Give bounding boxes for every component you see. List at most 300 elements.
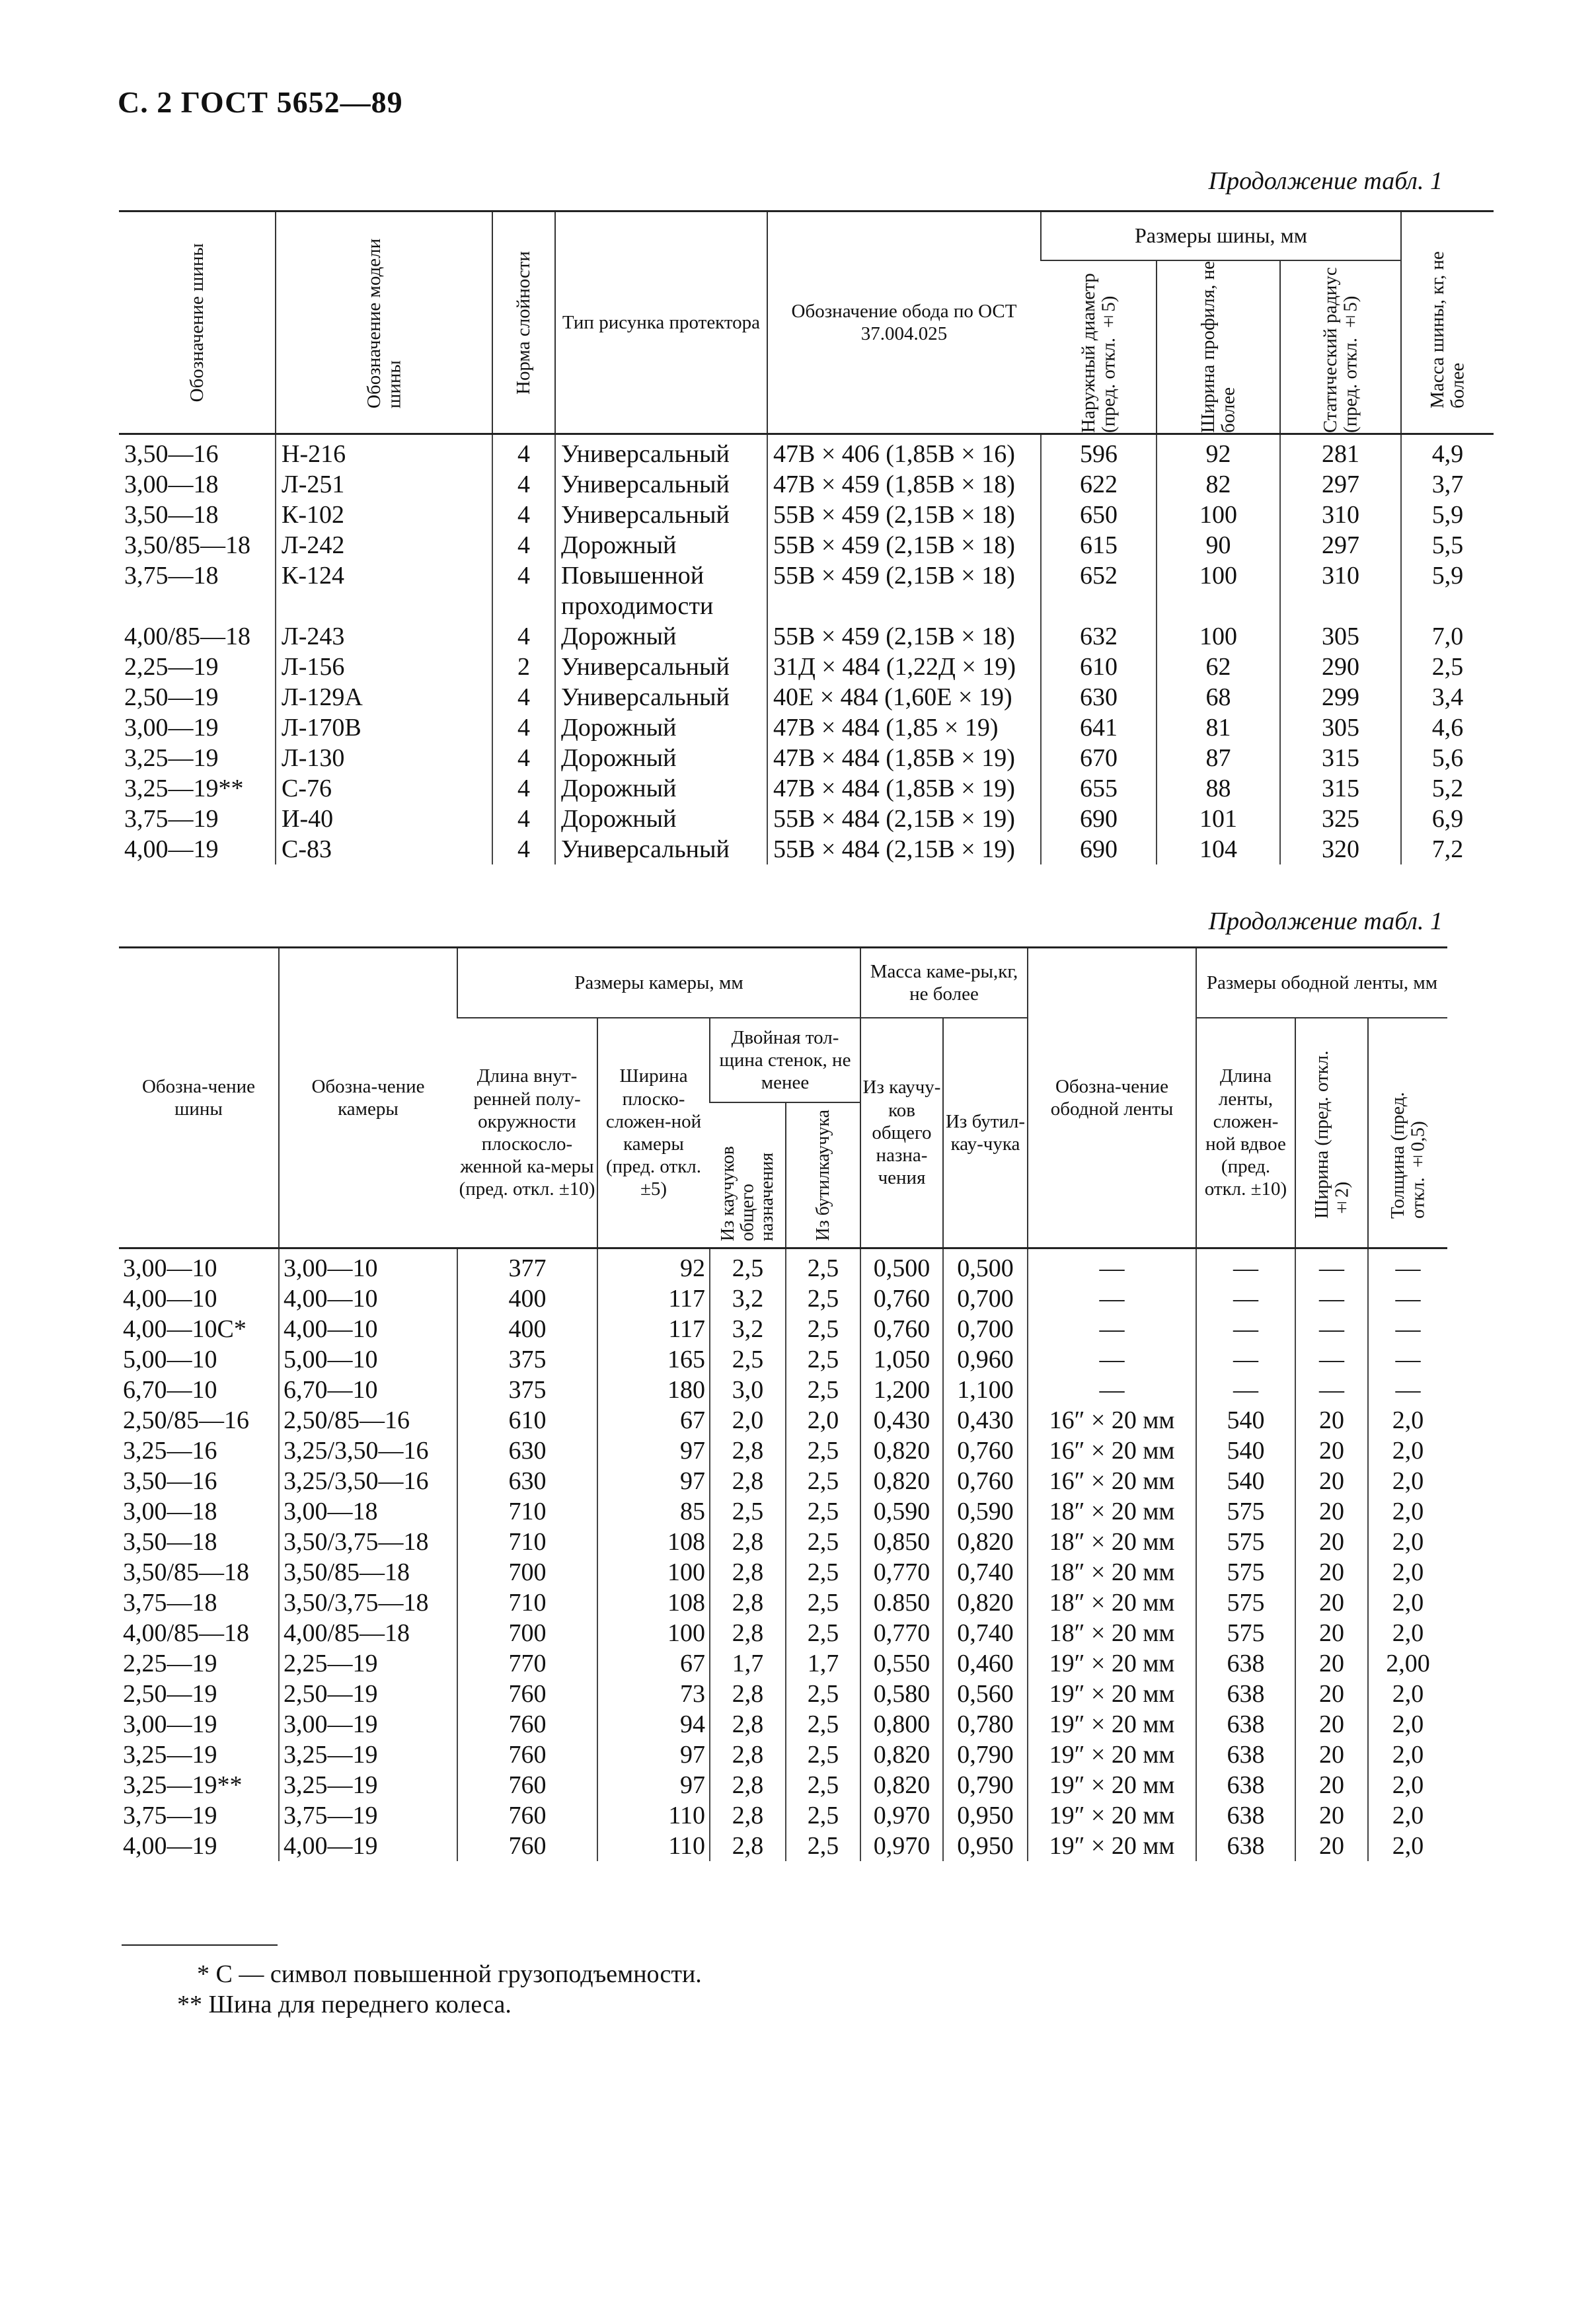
table-cell: — (1368, 1283, 1447, 1314)
table-cell: 19″ × 20 мм (1028, 1740, 1196, 1770)
table-cell: 0,820 (943, 1527, 1028, 1557)
table-cell: 100 (1157, 560, 1280, 591)
table-cell: 104 (1157, 834, 1280, 864)
table-cell: 4,00/85—18 (124, 623, 251, 650)
table-cell: 652 (1041, 560, 1157, 591)
table-cell: 0,760 (943, 1466, 1028, 1496)
table-cell: 638 (1196, 1740, 1295, 1770)
table-cell: С-76 (276, 773, 492, 804)
table-cell: 0,580 (860, 1679, 943, 1709)
table-cell: 47В × 484 (1,85В × 19) (767, 773, 1041, 804)
table-cell: 596 (1041, 434, 1157, 470)
table-cell: 0,500 (860, 1248, 943, 1284)
table-cell: 2,0 (786, 1405, 860, 1436)
table-cell: 641 (1041, 712, 1157, 743)
table-cell: 638 (1196, 1800, 1295, 1831)
table-row (119, 591, 1494, 621)
header-tire-model: Обозначение модели шины (276, 211, 492, 434)
table-cell: 2,5 (786, 1314, 860, 1344)
table-cell: 760 (457, 1709, 597, 1740)
table-cell: 0,590 (860, 1496, 943, 1527)
table-cell: 638 (1196, 1648, 1295, 1679)
table-cell: С-83 (276, 834, 492, 864)
header-tire-designation: Обозна-чение шины (119, 948, 279, 1248)
header-flap-width: Ширина (пред. откл. ±2) (1295, 1018, 1368, 1248)
table-cell: Дорожный (555, 773, 767, 804)
table-cell: 4,00/85—18 (123, 1619, 250, 1647)
table-row (119, 1679, 1447, 1709)
table-cell (1401, 591, 1494, 621)
table-cell: 3,25—19 (279, 1740, 457, 1770)
table-cell: 2,8 (710, 1557, 786, 1588)
table-cell: — (1295, 1344, 1368, 1375)
table-cell: 2,5 (786, 1466, 860, 1496)
table-cell: 4 (492, 530, 555, 560)
table-cell: 2,0 (710, 1405, 786, 1436)
table-cell: 108 (597, 1527, 710, 1557)
table-cell: 165 (597, 1344, 710, 1375)
table-cell: Л-170В (276, 712, 492, 743)
table-cell: 670 (1041, 743, 1157, 773)
table-cell: 2,5 (710, 1496, 786, 1527)
table-cell: К-124 (276, 560, 492, 591)
table-cell: 4 (492, 743, 555, 773)
table-cell: — (1028, 1375, 1196, 1405)
table-cell (276, 591, 492, 621)
table-cell: 4 (492, 560, 555, 591)
table-cell: Дорожный (555, 712, 767, 743)
table-cell: — (1028, 1283, 1196, 1314)
table-cell: 4 (492, 773, 555, 804)
table-cell: 2,8 (710, 1618, 786, 1648)
header-flap-designation: Обозна-чение ободной ленты (1028, 948, 1196, 1248)
table-row (119, 773, 1494, 804)
table-cell: 0,790 (943, 1770, 1028, 1800)
table-cell: 2,5 (786, 1527, 860, 1557)
table-cell: 5,9 (1401, 500, 1494, 530)
table-cell: 6,9 (1401, 804, 1494, 834)
table-cell: — (1196, 1375, 1295, 1405)
table-cell: 2,0 (1368, 1831, 1447, 1861)
table-cell: — (1368, 1248, 1447, 1284)
table-cell: 87 (1157, 743, 1280, 773)
table-cell: 16″ × 20 мм (1028, 1466, 1196, 1496)
table-cell: — (1295, 1248, 1368, 1284)
table-row (119, 621, 1494, 652)
table-cell: — (1368, 1344, 1447, 1375)
table-cell: 92 (597, 1248, 710, 1284)
table-cell: 101 (1157, 804, 1280, 834)
table-cell: Л-251 (276, 469, 492, 500)
table-cell: 3,25—19** (123, 1771, 243, 1799)
table-cell: 2,5 (786, 1740, 860, 1770)
table-row (119, 1800, 1447, 1831)
table-cell: 2,0 (1368, 1618, 1447, 1648)
table-cell: 4 (492, 712, 555, 743)
table-row (119, 469, 1494, 500)
table-cell: 2,5 (786, 1496, 860, 1527)
table-cell: 4 (492, 834, 555, 864)
table-cell: 0,700 (943, 1314, 1028, 1344)
table-cell: 3,50/85—18 (123, 1558, 250, 1586)
table-row (119, 712, 1494, 743)
table-cell: 88 (1157, 773, 1280, 804)
table-cell: 638 (1196, 1709, 1295, 1740)
table-cell: 3,00—10 (123, 1254, 217, 1282)
table-cell: 180 (597, 1375, 710, 1405)
table-cell: 2,0 (1368, 1709, 1447, 1740)
table-cell: 0,740 (943, 1557, 1028, 1588)
table-cell: 5,00—10 (279, 1344, 457, 1375)
header-tire-size-group: Размеры шины, мм (1041, 211, 1401, 261)
table-cell: 67 (597, 1405, 710, 1436)
table-cell: — (1295, 1283, 1368, 1314)
table-cell: 20 (1295, 1436, 1368, 1466)
table-cell: 5,2 (1401, 773, 1494, 804)
tire-size-table (119, 210, 1494, 864)
table-cell: 20 (1295, 1466, 1368, 1496)
table-cell: 3,2 (710, 1283, 786, 1314)
table-cell: 2,5 (786, 1375, 860, 1405)
table-cell: 375 (457, 1375, 597, 1405)
table-cell: 0,560 (943, 1679, 1028, 1709)
table-cell (492, 591, 555, 621)
table-cell: — (1028, 1248, 1196, 1284)
table-cell: 1,050 (860, 1344, 943, 1375)
table-cell: 3,75—19 (123, 1802, 217, 1829)
table-cell: 2,5 (786, 1557, 860, 1588)
continuation-label: Продолжение табл. 1 (1208, 167, 1443, 195)
table-cell: Дорожный (555, 621, 767, 652)
table-row (119, 1344, 1447, 1375)
table-row (119, 1405, 1447, 1436)
table-cell: 0,850 (860, 1527, 943, 1557)
table-cell: 19″ × 20 мм (1028, 1709, 1196, 1740)
table-cell: 0,740 (943, 1618, 1028, 1648)
table-cell: 55В × 484 (2,15В × 19) (767, 834, 1041, 864)
table-cell: 20 (1295, 1527, 1368, 1557)
table-cell: 20 (1295, 1557, 1368, 1588)
table-row (119, 1314, 1447, 1344)
table-cell: проходимости (555, 591, 767, 621)
table-cell: 94 (597, 1709, 710, 1740)
table-cell: Дорожный (555, 530, 767, 560)
table-cell: 2,50—19 (279, 1679, 457, 1709)
table-cell: 19″ × 20 мм (1028, 1679, 1196, 1709)
table-cell: 4,00/85—18 (279, 1618, 457, 1648)
table-cell: 85 (597, 1496, 710, 1527)
table-cell: 19″ × 20 мм (1028, 1648, 1196, 1679)
table-cell: И-40 (276, 804, 492, 834)
table-row (119, 1436, 1447, 1466)
table-cell: 2,0 (1368, 1466, 1447, 1496)
table-cell: 7,2 (1401, 834, 1494, 864)
table-cell: 0,820 (860, 1466, 943, 1496)
table-cell: 3,0 (710, 1375, 786, 1405)
table-cell: 2,0 (1368, 1800, 1447, 1831)
table-cell: 540 (1196, 1405, 1295, 1436)
page-header: С. 2 ГОСТ 5652—89 (118, 85, 403, 119)
footnote-2: ** Шина для переднего колеса. (177, 1991, 512, 2018)
table-cell: 305 (1280, 621, 1401, 652)
table-cell: 3,00—18 (123, 1498, 217, 1525)
table-cell: 3,00—19 (124, 714, 219, 742)
table-cell: 55В × 459 (2,15В × 18) (767, 500, 1041, 530)
table-cell: 0,800 (860, 1709, 943, 1740)
table-cell: 2,5 (786, 1800, 860, 1831)
table-row (119, 1588, 1447, 1618)
table-cell: 0.850 (860, 1588, 943, 1618)
table-cell: 18″ × 20 мм (1028, 1588, 1196, 1618)
header-static-radius: Статический радиус (пред. откл. ±5) (1280, 260, 1401, 434)
table-cell: 290 (1280, 652, 1401, 682)
table-cell: 4,9 (1401, 434, 1494, 470)
table-cell: 20 (1295, 1800, 1368, 1831)
table-cell: 2,50/85—16 (123, 1406, 250, 1434)
table-cell: 2 (492, 652, 555, 682)
table-cell: 3,7 (1401, 469, 1494, 500)
table-cell: 110 (597, 1800, 710, 1831)
table-cell: 19″ × 20 мм (1028, 1770, 1196, 1800)
table-cell: 2,25—19 (279, 1648, 457, 1679)
table-cell: 638 (1196, 1831, 1295, 1861)
table-cell: Дорожный (555, 743, 767, 773)
table-cell: 4,00—19 (279, 1831, 457, 1861)
table-cell: 4,00—10 (123, 1285, 217, 1313)
table-cell: 3,00—18 (279, 1496, 457, 1527)
table-cell: Л-243 (276, 621, 492, 652)
table-cell: 4,00—10 (279, 1283, 457, 1314)
table-cell: 20 (1295, 1740, 1368, 1770)
table-cell: 299 (1280, 682, 1401, 712)
table-cell (767, 591, 1041, 621)
table-cell: 0,970 (860, 1800, 943, 1831)
header-tube-size-group: Размеры камеры, мм (457, 948, 860, 1018)
table-row (119, 652, 1494, 682)
table-cell: 377 (457, 1248, 597, 1284)
table-cell: 540 (1196, 1466, 1295, 1496)
header-rim-designation: Обозначение обода по ОСТ 37.004.025 (767, 211, 1041, 434)
table-cell: 281 (1280, 434, 1401, 470)
table-cell: 47В × 484 (1,85В × 19) (767, 743, 1041, 773)
table-row (119, 1648, 1447, 1679)
table-cell: 3,25/3,50—16 (279, 1436, 457, 1466)
tube-and-flap-table (119, 946, 1447, 1861)
table-cell: 690 (1041, 834, 1157, 864)
table-cell: 0,820 (860, 1436, 943, 1466)
table-cell: 3,50/85—18 (279, 1557, 457, 1588)
table-cell: 0,950 (943, 1831, 1028, 1861)
table-cell: 110 (597, 1831, 710, 1861)
table-row (119, 530, 1494, 560)
table-cell: 20 (1295, 1405, 1368, 1436)
table-cell: 55В × 484 (2,15В × 19) (767, 804, 1041, 834)
table-cell: 2,0 (1368, 1496, 1447, 1527)
table-cell: 2,5 (710, 1344, 786, 1375)
table-cell: — (1028, 1344, 1196, 1375)
table-cell: 2,50—19 (123, 1680, 217, 1708)
table-cell: 3,50—18 (123, 1528, 217, 1556)
table-cell: 20 (1295, 1709, 1368, 1740)
table-row (119, 1740, 1447, 1770)
table-cell (119, 591, 276, 621)
table-cell: 690 (1041, 804, 1157, 834)
table-cell: 3,50—18 (124, 501, 219, 529)
table-cell: 760 (457, 1740, 597, 1770)
table-row (119, 1770, 1447, 1800)
table-cell: 710 (457, 1588, 597, 1618)
table-cell: 2,5 (786, 1248, 860, 1284)
table-cell: 0,460 (943, 1648, 1028, 1679)
table-cell: Универсальный (555, 434, 767, 470)
table-cell: 2,0 (1368, 1557, 1447, 1588)
table-cell: — (1196, 1344, 1295, 1375)
table-cell: 5,6 (1401, 743, 1494, 773)
header-tube-half-length: Длина внут-ренней полу-окружности плоскосло-женной ка-меры (пред. откл. ±10) (457, 1018, 597, 1248)
header-tread-pattern: Тип рисунка протектора (555, 211, 767, 434)
table-cell: 40Е × 484 (1,60Е × 19) (767, 682, 1041, 712)
table-cell: 6,70—10 (279, 1375, 457, 1405)
table-cell: 297 (1280, 530, 1401, 560)
table-cell: Л-156 (276, 652, 492, 682)
table-cell: Л-242 (276, 530, 492, 560)
table-cell: 4 (492, 434, 555, 470)
table-cell: 0,550 (860, 1648, 943, 1679)
table-cell: К-102 (276, 500, 492, 530)
table-cell: Повышенной (555, 560, 767, 591)
table-cell: 310 (1280, 560, 1401, 591)
table-cell: 3,50—16 (124, 440, 219, 468)
header-flap-size-group: Размеры ободной ленты, мм (1196, 948, 1447, 1018)
header-mass-general-rubber: Из каучу-ков общего назна-чения (860, 1018, 943, 1248)
table-cell: 2,0 (1368, 1588, 1447, 1618)
table-cell: 3,50/85—18 (124, 531, 251, 559)
table-cell: 1,200 (860, 1375, 943, 1405)
table-cell: 760 (457, 1831, 597, 1861)
table-cell: 760 (457, 1679, 597, 1709)
table-cell: — (1196, 1314, 1295, 1344)
table-cell: 68 (1157, 682, 1280, 712)
header-ply-rating: Норма слойности (492, 211, 555, 434)
table-cell: 3,00—10 (279, 1248, 457, 1284)
table-cell: 100 (1157, 621, 1280, 652)
table-cell: 3,75—19 (124, 805, 219, 833)
table-cell: 2,0 (1368, 1740, 1447, 1770)
table-cell: 62 (1157, 652, 1280, 682)
table-cell: 2,5 (786, 1679, 860, 1709)
table-cell: 0,970 (860, 1831, 943, 1861)
header-wall-general-rubber: Из каучуков общего назначения (710, 1102, 786, 1248)
table-cell: 0,960 (943, 1344, 1028, 1375)
table-cell: 622 (1041, 469, 1157, 500)
table-row (119, 804, 1494, 834)
table-cell: 90 (1157, 530, 1280, 560)
table-cell: 20 (1295, 1618, 1368, 1648)
table-cell: 2,0 (1368, 1770, 1447, 1800)
table-cell: 47В × 406 (1,85В × 16) (767, 434, 1041, 470)
table-row (119, 743, 1494, 773)
table-cell: 3,2 (710, 1314, 786, 1344)
table-row (119, 500, 1494, 530)
table-cell: 2,5 (786, 1588, 860, 1618)
header-mass-butyl-rubber: Из бутил-кау-чука (943, 1018, 1028, 1248)
table-cell: 0,500 (943, 1248, 1028, 1284)
table-cell: 3,25—19 (123, 1741, 217, 1769)
header-flap-length: Длина ленты, сложен-ной вдвое (пред. откл. ±10) (1196, 1018, 1295, 1248)
table-cell: 0,590 (943, 1496, 1028, 1527)
table-cell: 100 (597, 1618, 710, 1648)
table-row (119, 1557, 1447, 1588)
table-cell: 760 (457, 1770, 597, 1800)
header-tire-mass: Масса шины, кг, не более (1401, 211, 1494, 434)
table-cell: 3,50/3,75—18 (279, 1588, 457, 1618)
table-cell: 2,8 (710, 1770, 786, 1800)
table-cell: 2,8 (710, 1800, 786, 1831)
table-cell: 3,25/3,50—16 (279, 1466, 457, 1496)
table-cell: 31Д × 484 (1,22Д × 19) (767, 652, 1041, 682)
table-cell: 2,0 (1368, 1527, 1447, 1557)
table-cell: 710 (457, 1496, 597, 1527)
header-outer-diameter: Наружный диаметр (пред. откл. ±5) (1041, 260, 1157, 434)
table-cell: 2,0 (1368, 1436, 1447, 1466)
table-cell (1041, 591, 1157, 621)
table-cell: 3,25—19 (124, 744, 219, 772)
table-cell: 2,8 (710, 1588, 786, 1618)
table-row (119, 434, 1494, 470)
table-cell: 1,100 (943, 1375, 1028, 1405)
table-cell: 2,8 (710, 1436, 786, 1466)
table-cell: 760 (457, 1800, 597, 1831)
table-cell: 4,00—10 (279, 1314, 457, 1344)
table-cell (1280, 591, 1401, 621)
table-cell: 97 (597, 1466, 710, 1496)
table-cell: 1,7 (786, 1648, 860, 1679)
table-cell: — (1368, 1375, 1447, 1405)
table-cell: 0,790 (943, 1740, 1028, 1770)
continuation-label: Продолжение табл. 1 (1208, 907, 1443, 935)
table-cell: 3,75—19 (279, 1800, 457, 1831)
table-cell: 2,5 (1401, 652, 1494, 682)
table-cell: 55В × 459 (2,15В × 18) (767, 530, 1041, 560)
table-cell: 2,8 (710, 1740, 786, 1770)
table-cell: 3,4 (1401, 682, 1494, 712)
table-row (119, 1248, 1447, 1284)
table-cell: Универсальный (555, 682, 767, 712)
table-cell: 2,5 (786, 1831, 860, 1861)
table-cell: 2,50/85—16 (279, 1405, 457, 1436)
table-cell: Л-129А (276, 682, 492, 712)
table-cell: 638 (1196, 1770, 1295, 1800)
table-cell: 630 (1041, 682, 1157, 712)
table-cell: 18″ × 20 мм (1028, 1527, 1196, 1557)
table-row (119, 682, 1494, 712)
table-cell: 0,430 (943, 1405, 1028, 1436)
table-cell: 2,5 (786, 1618, 860, 1648)
table-cell: 400 (457, 1283, 597, 1314)
table-cell: 19″ × 20 мм (1028, 1831, 1196, 1861)
table-cell: 575 (1196, 1618, 1295, 1648)
table-cell: 375 (457, 1344, 597, 1375)
table-cell: 2,25—19 (123, 1650, 217, 1677)
table-cell: Универсальный (555, 500, 767, 530)
table-cell: 700 (457, 1557, 597, 1588)
header-tire-designation: Обозначение шины (119, 211, 276, 434)
table-cell: 315 (1280, 743, 1401, 773)
table-cell: 0,950 (943, 1800, 1028, 1831)
table-cell: 18″ × 20 мм (1028, 1557, 1196, 1588)
table-cell: 7,0 (1401, 621, 1494, 652)
table-cell: 0,780 (943, 1709, 1028, 1740)
